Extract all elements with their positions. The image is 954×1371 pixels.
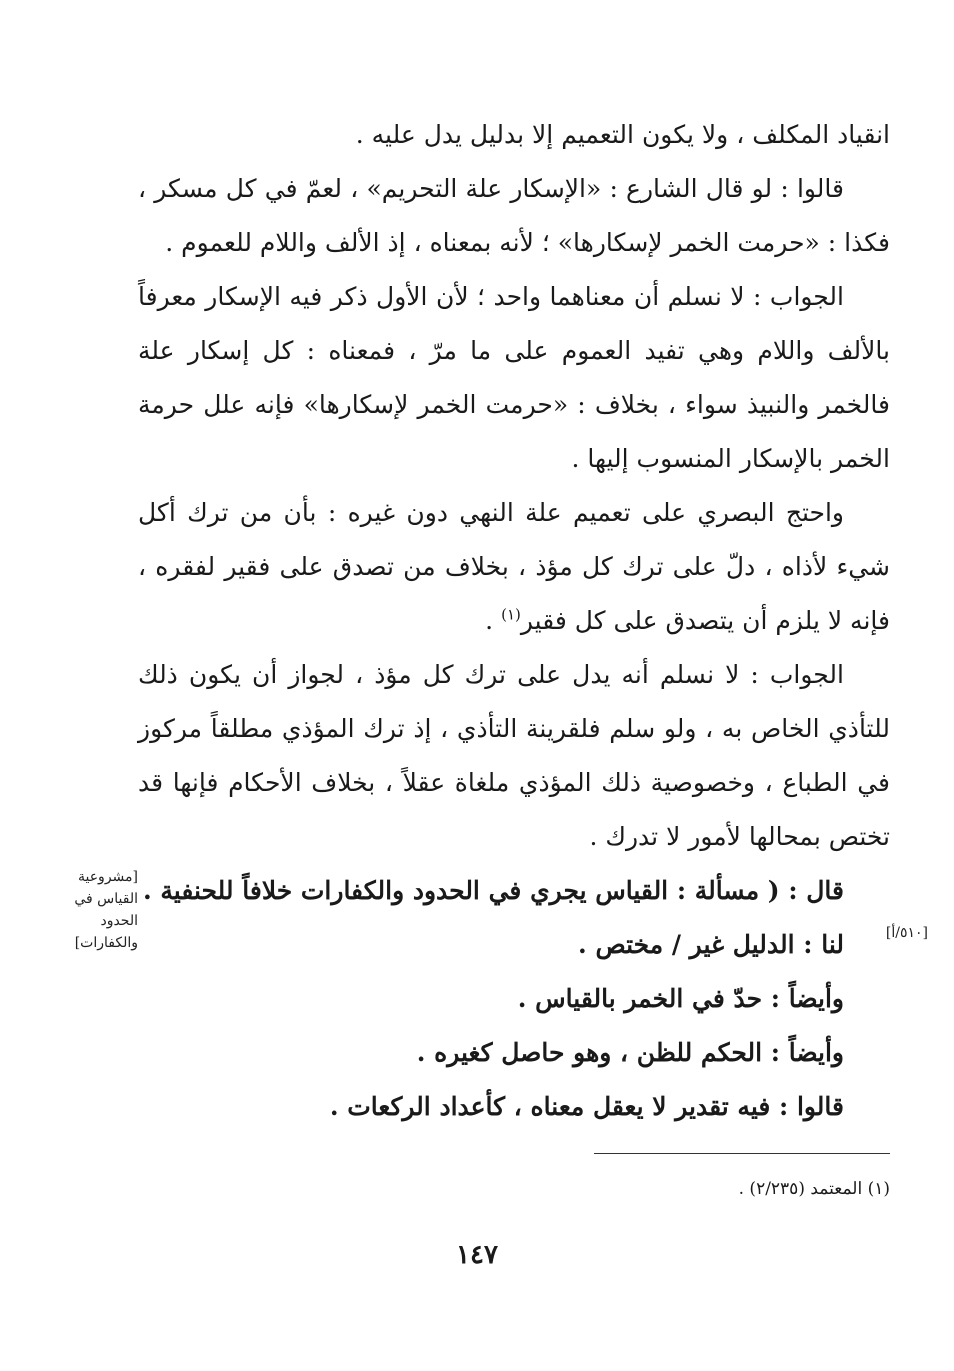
paragraph-4-text: واحتج البصري على تعميم علة النهي دون غيره : بأن من ترك أكل شيء لأذاه ، دلّ على ترك كل مؤذ ، بخلاف من تصدق على فقير لفقره ، فإنه لا يلزم أن يتصدق على كل فقير — [138, 498, 890, 635]
matn-line-5: قالوا : فيه تقدير لا يعقل معناه ، كأعداد الركعات . — [329, 1092, 844, 1121]
matn-line-3: وأيضاً : حدّ في الخمر بالقياس . — [517, 984, 844, 1013]
paragraph-4-end: . — [485, 606, 502, 635]
footnote-divider — [594, 1153, 890, 1154]
manuscript-folio-ref: [٥١٠/أ] — [885, 925, 928, 941]
paragraph-4 — [138, 486, 890, 648]
footnote-reference[interactable]: (١) — [501, 605, 521, 624]
page-number: ١٤٧ — [456, 1240, 498, 1270]
main-text — [138, 108, 890, 1134]
paragraph-1: انقياد المكلف ، ولا يكون التعميم إلا بدليل يدل عليه . — [355, 120, 890, 149]
matn-line-1: قال : ( مسألة : القياس يجري في الحدود والكفارات خلافاً للحنفية . — [142, 876, 844, 905]
paragraph-3: الجواب : لا نسلم أن معناهما واحد ؛ لأن الأول ذكر فيه الإسكار معرفاً بالألف واللام وهي تفيد العموم على ما مرّ ، فمعناه : كل إسكار علة فالخمر والنبيذ سواء ، بخلاف : «حرمت الخمر لإسكارها» فإنه علل حرمة الخمر بالإسكار المنسوب إليها . — [138, 282, 890, 473]
paragraph-2: قالوا : لو قال الشارع : «الإسكار علة التحريم» ، لعمّ في كل مسكر ، فكذا : «حرمت الخمر لإسكارها» ؛ لأنه بمعناه ، إذ الألف واللام للعموم . — [138, 174, 890, 257]
matn-line-2: لنا : الدليل غير / مختص . — [578, 930, 844, 959]
margin-heading-note: [مشروعية القياس في الحدود والكفارات] — [74, 869, 138, 951]
paragraph-5: الجواب : لا نسلم أنه يدل على ترك كل مؤذ ، لجواز أن يكون ذلك للتأذي الخاص به ، ولو سلم فلقرينة التأذي ، إذ ترك المؤذي مطلقاً مركوز في الطباع ، وخصوصية ذلك المؤذي ملغاة عقلاً ، بخلاف الأحكام فإنها قد تختص بمحالها لأمور لا تدرك . — [138, 660, 890, 851]
footnote-text: (١) المعتمد (٢/٢٣٥) . — [738, 1179, 890, 1199]
matn-line-4: وأيضاً : الحكم للظن ، وهو حاصل كغيره . — [416, 1038, 844, 1067]
